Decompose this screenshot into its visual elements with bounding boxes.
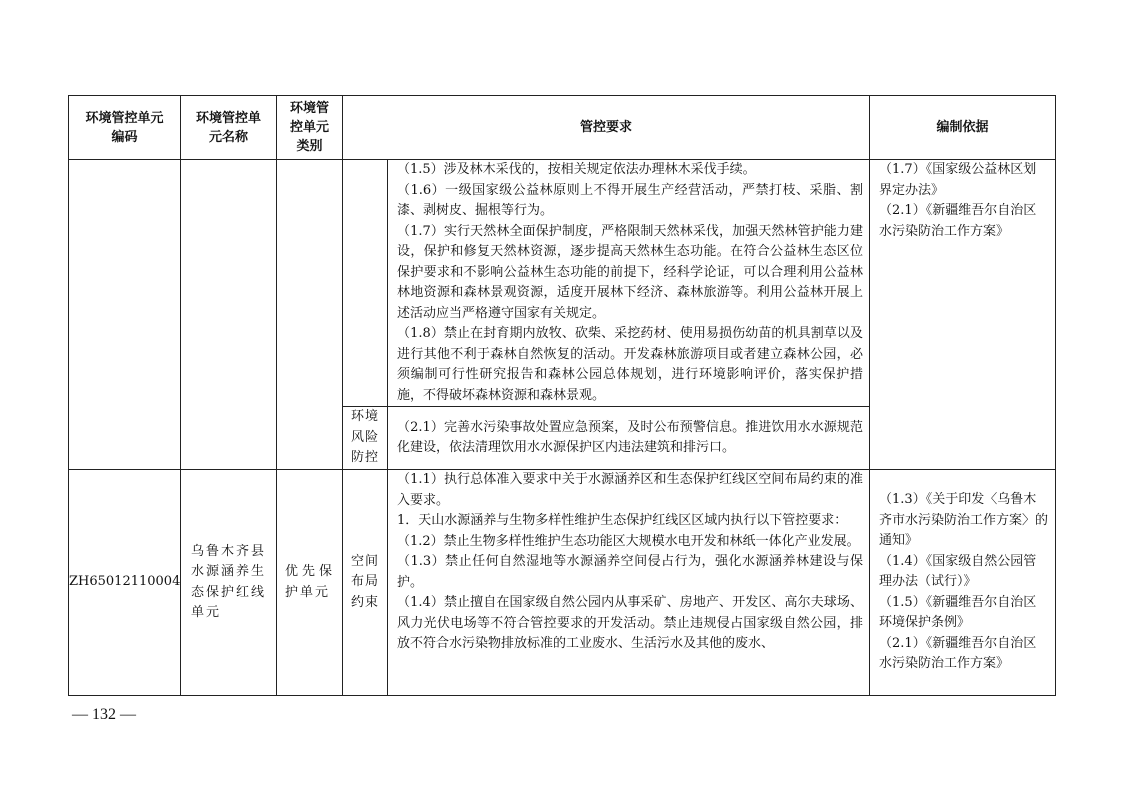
header-requirements: 管控要求 bbox=[343, 96, 870, 160]
table-header-row bbox=[69, 96, 1056, 160]
requirement-item: （1.7）实行天然林全面保护制度，严格限制天然林采伐，加强天然林管护能力建设，保护和修复天然林资源，逐步提高天然林生态功能。在符合公益林生态区位保护要求和不影响公益林生态功能的前提下，经科学论证，可以合理利用公益林林地资源和森林景观资源，适度开展林下经济、森林旅游等。利用公益林开展上述活动应当严格遵守国家有关规定。 bbox=[397, 223, 864, 321]
sub-category-risk-control: 环境风险防控 bbox=[343, 407, 388, 470]
unit-category: 优先保护单元 bbox=[277, 470, 343, 696]
page-number: — 132 — bbox=[72, 706, 136, 723]
basis-item: （2.1）《新疆维吾尔自治区水污染防治工作方案》 bbox=[879, 203, 1037, 239]
basis-item: （1.5）《新疆维吾尔自治区环境保护条例》 bbox=[879, 594, 1037, 631]
category-cell-empty bbox=[277, 160, 343, 470]
basis-item: （1.7）《国家级公益林区划界定办法》 bbox=[879, 162, 1037, 198]
unit-code: ZH65012110004 bbox=[69, 470, 181, 696]
basis-cell bbox=[870, 470, 1056, 696]
unit-name: 乌鲁木齐县水源涵养生态保护红线单元 bbox=[181, 470, 277, 696]
requirement-item: （1.2）禁止生物多样性维护生态功能区大规模水电开发和林纸一体化产业发展。 bbox=[397, 533, 860, 549]
header-basis: 编制依据 bbox=[870, 96, 1056, 160]
code-cell-empty bbox=[69, 160, 181, 470]
requirement-item: （2.1）完善水污染事故处置应急预案，及时公布预警信息。推进饮用水水源规范化建设，依法清理饮用水水源保护区内违法建筑和排污口。 bbox=[397, 419, 864, 455]
requirements-cell bbox=[388, 160, 870, 407]
requirement-item: （1.4）禁止擅自在国家级自然公园内从事采矿、房地产、开发区、高尔夫球场、风力光伏电场等不符合管控要求的开发活动。禁止违规侵占国家级自然公园，排放不符合水污染物排放标准的工业废水、生活污水及其他的废水、 bbox=[397, 595, 864, 651]
requirements-cell bbox=[388, 407, 870, 470]
header-unit-category: 环境管控单元类别 bbox=[277, 96, 343, 160]
basis-cell bbox=[870, 160, 1056, 470]
table-row bbox=[69, 160, 1056, 407]
requirement-item: （1.6）一级国家级公益林原则上不得开展生产经营活动，严禁打枝、采脂、割漆、剥树皮、掘根等行为。 bbox=[397, 182, 864, 218]
basis-item: （1.4）《国家级自然公园管理办法（试行）》 bbox=[879, 553, 1037, 590]
sub-category-spatial-layout: 空间布局约束 bbox=[343, 470, 388, 696]
sub-category-cell-empty bbox=[343, 160, 388, 407]
requirement-item: （1.8）禁止在封育期内放牧、砍柴、采挖药材、使用易损伤幼苗的机具割草以及进行其他不利于森林自然恢复的活动。开发森林旅游项目或者建立森林公园，必须编制可行性研究报告和森林公园总体规划，进行环境影响评价，落实保护措施，不得破坏森林资源和森林景观。 bbox=[397, 326, 864, 403]
basis-item: （1.3）《关于印发〈乌鲁木齐市水污染防治工作方案〉的通知》 bbox=[879, 492, 1049, 549]
basis-item: （2.1）《新疆维吾尔自治区水污染防治工作方案》 bbox=[879, 635, 1037, 672]
requirement-item: 1．天山水源涵养与生物多样性维护生态保护红线区区域内执行以下管控要求： bbox=[397, 513, 848, 528]
header-unit-name: 环境管控单元名称 bbox=[181, 96, 277, 160]
requirement-item: （1.5）涉及林木采伐的，按相关规定依法办理林木采伐手续。 bbox=[397, 162, 756, 177]
requirement-item: （1.3）禁止任何自然湿地等水源涵养空间侵占行为，强化水源涵养林建设与保护。 bbox=[397, 554, 864, 590]
name-cell-empty bbox=[181, 160, 277, 470]
table-row bbox=[69, 470, 1056, 696]
header-unit-code: 环境管控单元编码 bbox=[69, 96, 181, 160]
requirement-item: （1.1）执行总体准入要求中关于水源涵养区和生态保护红线区空间布局约束的准入要求。 bbox=[397, 472, 864, 508]
requirements-cell bbox=[388, 470, 870, 696]
control-unit-table bbox=[68, 95, 1056, 696]
